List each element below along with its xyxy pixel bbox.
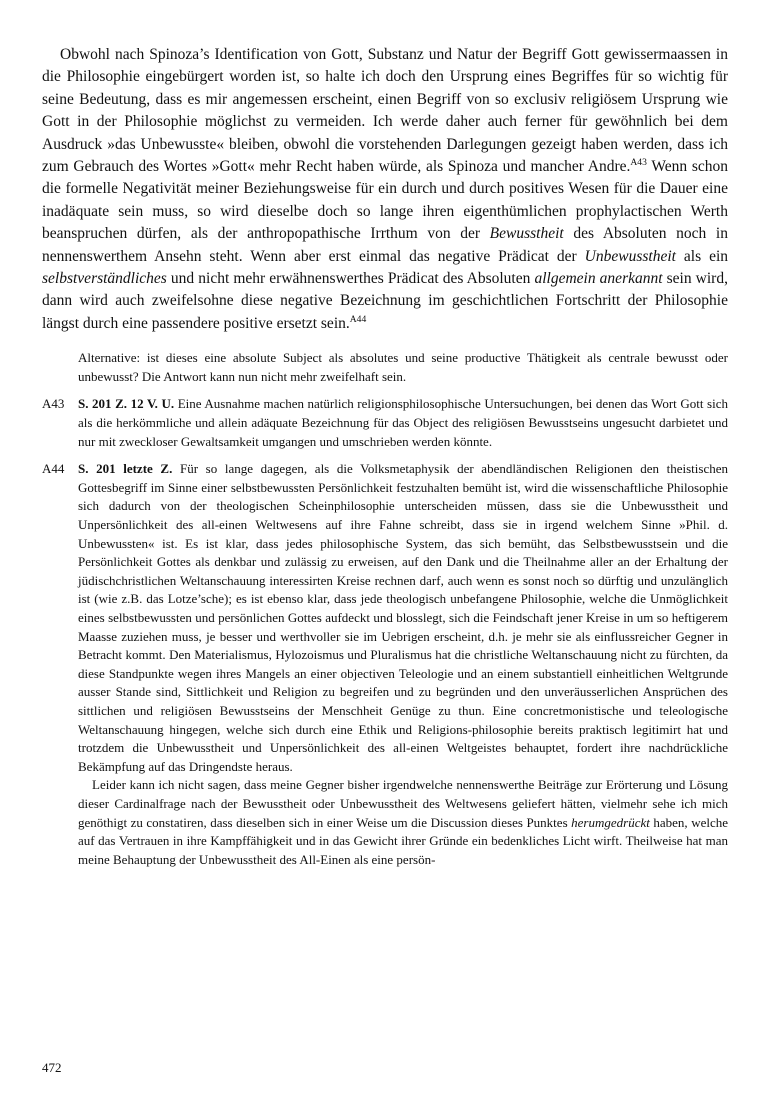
footnote-a43-text: S. 201 Z. 12 V. U. Eine Ausnahme machen natürlich religionsphilosophische Untersuchungen, bei denen das Wort Gott sich als die herkömmliche und allein adäquate Bezeichnung für das Object des religiösen Bewusstseins ungesucht darbietet und nur mit zweckloser Gewaltsamkeit umgangen und umschrieben werden könnte. bbox=[78, 396, 728, 449]
footnote-a44-text-continued: Leider kann ich nicht sagen, dass meine Gegner bisher irgendwelche nennenswerthe Beiträge zur Erörterung und Lösung dieser Cardinalfrage nach der Bewusstheit oder Unbewusstheit des Weltwesens geliefert hätten, vielmehr sehe ich mich genöthigt zu constatiren, dass dieselben sich in einer Weise um die Discussion dieses Punktes herumgedrückt haben, welche auf das Vertrauen in ihre Kampffähigkeit und in das Gewicht ihrer Gründe ein bedenkliches Licht wirft. Theilweise hat man meine Behauptung der Unbewusstheit des All-Einen als eine persön- bbox=[78, 777, 728, 867]
footnote-a44 bbox=[42, 460, 728, 869]
footnote-a43-label: A43 bbox=[42, 396, 65, 412]
main-paragraph: Obwohl nach Spinoza’s Identification von Gott, Substanz und Natur der Begriff Gott gewissermaassen in die Philosophie eingebürgert worden ist, so halte ich doch den Ursprung eines Begriffes für so wichtig für seine Bedeutung, dass es mir angemessen erscheint, einen Begriff von so exclusiv religiösem Ursprung wie Gott in der Philosophie möglichst zu vermeiden. Ich werde daher auch ferner für gewöhnlich bei dem Ausdruck »das Unbewusste« bleiben, obwohl die vorstehenden Darlegungen gezeigt haben werden, dass ich zum Gebrauch des Wortes »Gott« mehr Recht haben würde, als Spinoza und mancher Andre.$^{A43}$ Wenn schon die formelle Negativität meiner Beziehungsweise für ein durch und durch positives Wesen für die Dauer eine inadäquate sein muss, so wird dieselbe doch so lange ihren eigenthümlichen prophylactischen Werth beanspruchen dürfen, als der anthropopathische Irrthum von der Bewusstheit des Absoluten noch in nennenswerthem Ansehn steht. Wenn aber erst einmal das negative Prädicat der Unbewusstheit als ein selbstverständliches und nicht mehr erwähnenswerthes Prädicat des Absoluten allgemein anerkannt sein wird, dann wird auch zweifelsohne diese negative Bezeichnung im geschichtlichen Fortschritt der Philosophie längst durch eine passendere positive ersetzt sein.$^{A44}$ bbox=[42, 46, 729, 332]
footnote-a44-label: A44 bbox=[42, 461, 65, 477]
footnote-a43 bbox=[42, 395, 728, 451]
alternative-paragraph: Alternative: ist dieses eine absolute Subject als absolutes und seine productive Thätigkeit als centrale bewusst oder unbewusst? Die Antwort kann nun nicht mehr zweifelhaft sein. bbox=[78, 350, 728, 384]
page-number: 472 bbox=[42, 1060, 62, 1075]
footnote-a44-text: S. 201 letzte Z. Für so lange dagegen, als die Volksmetaphysik der abendländischen Religionen den theistischen Gottesbegriff im Sinne einer selbstbewussten Persönlichkeit festzuhalten bemüht ist, wird die wissenschaftliche Philosophie sich dadurch von der theologischen Scheinphilosophie unterscheiden müssen, dass sie die Unbewusstheit und Unpersönlichkeit des all-einen Weltwesens auf ihre Fahne schreibt, dass sie in irgend welchem Sinne »Phil. d. Unbewussten« ist. Es ist klar, dass jedes philosophische System, das sich bemüht, das Selbstbewusstsein und die Persönlichkeit Gottes als denkbar und zulässig zu erweisen, auf den Dank und die Theilnahme aller an der Erhaltung der jüdischchristlichen Weltanschauung interessirten Kreise rechnen darf, auch wenn es sonst noch so dürftig und unzulänglich ist (wie z.B. das Lotze’sche); es ist ebenso klar, dass jede theologisch unbefangene Philosophie, welche die Unmöglichkeit eines selbstbewussten und persönlichen Gottes aufdeckt und blosslegt, sich die Feindschaft jener Kreise in um so heftigerem Maasse zuziehen muss, je besser und werthvoller sie im Uebrigen erscheint, d.h. je mehr sie als einflussreicher Gegner in Betracht kommt. Den Materialismus, Hylozoismus und Pluralismus hat die christliche Weltanschauung nicht zu fürchten, da diese Standpunkte wegen ihres Mangels an einer objectiven Teleologie und an einem substantiell einheitlichen Weltgrunde ausser Stande sind, Sittlichkeit und Religion zu begreifen und zu begründen und den unveräusserlichen Ansprüchen des sittlichen und religiösen Bewusstseins der Menschheit Genüge zu thun. Eine concretmonistische und teleologische Weltanschauung hingegen, welche sich durch eine Ethik und Religions-philosophie bereits praktisch legitimirt hat und trotzdem die Unbewusstheit und Unpersönlichkeit des all-einen Weltgeistes behauptet, fordert ihre nachdrückliche Bekämpfung auf das Dringendste heraus. bbox=[78, 461, 728, 774]
